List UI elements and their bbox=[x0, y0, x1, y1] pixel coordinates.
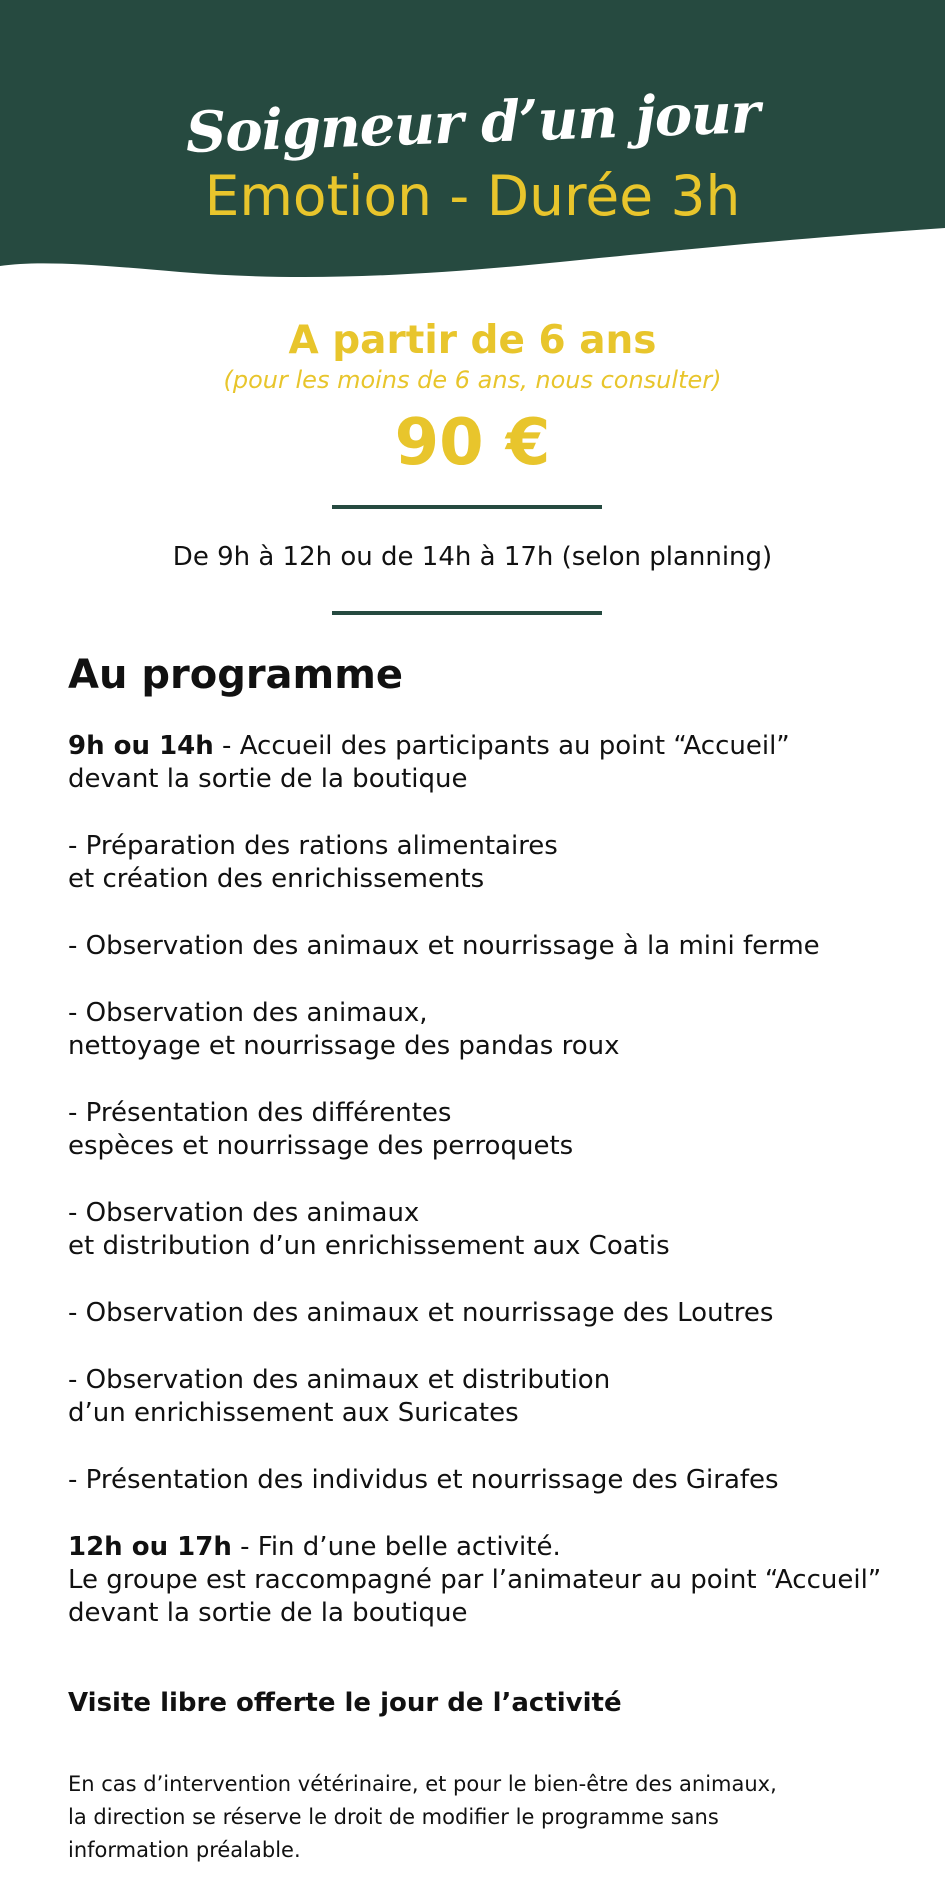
program-item-line: - Observation des animaux et distribution bbox=[68, 1365, 611, 1395]
divider-top bbox=[332, 505, 602, 509]
program-item bbox=[68, 830, 928, 896]
disclaimer-line: la direction se réserve le droit de modifier le programme sans bbox=[68, 1805, 719, 1829]
disclaimer-line: information préalable. bbox=[68, 1838, 301, 1862]
program-list bbox=[68, 730, 928, 1664]
age-requirement: A partir de 6 ans bbox=[288, 318, 657, 363]
program-item-start bbox=[68, 730, 928, 796]
activity-title: Soigneur d’un jour bbox=[184, 80, 761, 166]
start-text-line2: devant la sortie de la boutique bbox=[68, 764, 468, 794]
end-text-line3: devant la sortie de la boutique bbox=[68, 1598, 468, 1628]
program-item-line: - Observation des animaux, bbox=[68, 998, 428, 1028]
divider-bottom bbox=[332, 611, 602, 615]
free-visit-offer: Visite libre offerte le jour de l’activité bbox=[68, 1688, 622, 1718]
program-item-line: - Observation des animaux et nourrissage des Loutres bbox=[68, 1298, 774, 1328]
end-text-line2: Le groupe est raccompagné par l’animateur au point “Accueil” bbox=[68, 1565, 882, 1595]
program-item-line: - Préparation des rations alimentaires bbox=[68, 831, 558, 861]
program-item bbox=[68, 930, 928, 963]
program-item bbox=[68, 997, 928, 1063]
header-banner bbox=[0, 0, 945, 300]
program-item bbox=[68, 1297, 928, 1330]
age-note: (pour les moins de 6 ans, nous consulter) bbox=[223, 366, 722, 394]
program-item-end bbox=[68, 1531, 928, 1630]
program-item bbox=[68, 1364, 928, 1430]
disclaimer-line: En cas d’intervention vétérinaire, et pour le bien-être des animaux, bbox=[68, 1772, 777, 1796]
program-item-line: nettoyage et nourrissage des pandas roux bbox=[68, 1031, 620, 1061]
start-text: - Accueil des participants au point “Accueil” bbox=[213, 731, 790, 761]
program-item-line: espèces et nourrissage des perroquets bbox=[68, 1131, 574, 1161]
program-item-line: - Présentation des différentes bbox=[68, 1098, 452, 1128]
program-item bbox=[68, 1464, 928, 1497]
program-item-line: - Présentation des individus et nourrissage des Girafes bbox=[68, 1465, 779, 1495]
price: 90 € bbox=[394, 406, 551, 480]
program-item-line: et distribution d’un enrichissement aux Coatis bbox=[68, 1231, 670, 1261]
program-item-line: - Observation des animaux bbox=[68, 1198, 420, 1228]
program-item-line: - Observation des animaux et nourrissage à la mini ferme bbox=[68, 931, 820, 961]
schedule-text: De 9h à 12h ou de 14h à 17h (selon planning) bbox=[172, 542, 773, 572]
program-title: Au programme bbox=[68, 652, 404, 698]
program-item bbox=[68, 1197, 928, 1263]
end-time: 12h ou 17h bbox=[68, 1532, 232, 1562]
end-text: - Fin d’une belle activité. bbox=[231, 1532, 561, 1562]
program-item bbox=[68, 1097, 928, 1163]
activity-subtitle: Emotion - Durée 3h bbox=[204, 164, 741, 228]
start-time: 9h ou 14h bbox=[68, 731, 214, 761]
disclaimer bbox=[68, 1768, 928, 1867]
program-item-line: d’un enrichissement aux Suricates bbox=[68, 1398, 519, 1428]
program-item-line: et création des enrichissements bbox=[68, 864, 485, 894]
